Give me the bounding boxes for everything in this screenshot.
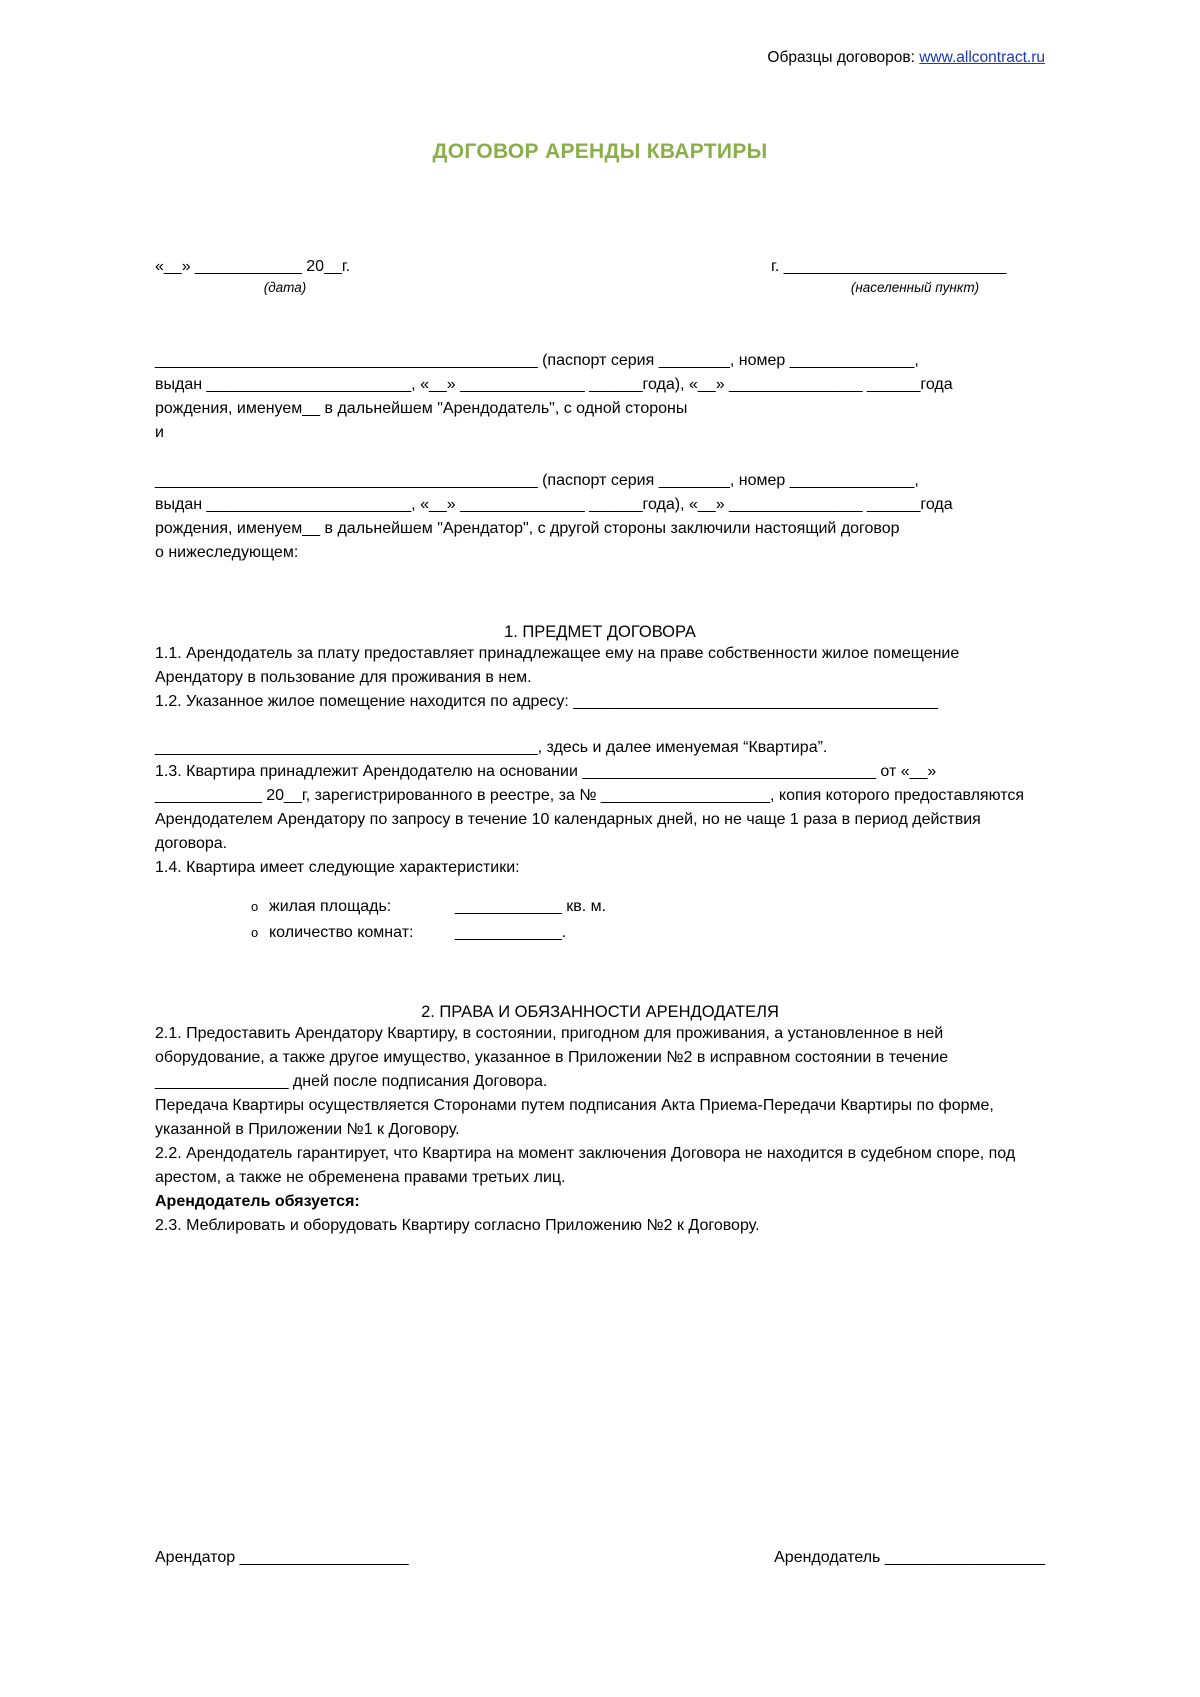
section-2-heading: 2. ПРАВА И ОБЯЗАННОСТИ АРЕНДОДАТЕЛЯ [421,1003,779,1022]
landlord-line-1: ___________________________________________ (паспорт серия ________, номер ______________, [155,351,919,369]
landlord-party-block [155,349,1045,421]
site-header [155,48,1045,68]
clause-1-4: 1.4. Квартира имеет следующие характеристики: [155,858,520,876]
tenant-line-2: выдан _______________________, «__» ______________ ______года), «__» _______________ ______года [155,495,953,513]
date-field: «__» ____________ 20__г. [155,258,351,276]
place-caption: (населенный пункт) [850,279,980,295]
characteristic-value: ____________ кв. м. [455,897,607,915]
signature-footer [155,1549,1045,1567]
clause-2-1: 2.1. Предоставить Арендатору Квартиру, в состоянии, пригодном для проживания, а установленное в ней оборудование, а также другое имущество, указанное в Приложении №2 в исправном состоянии в течение _______________ дней после подписания Договора. [155,1025,949,1091]
place-field: г. _________________________ [771,258,1007,276]
circle-bullet-icon: o [251,898,259,914]
clause-1-3: 1.3. Квартира принадлежит Арендодателю на основании _________________________________ от «__» ____________ 20__г, зарегистрированного в реестре, за № ___________________, копия которого предоставляются Арендодателем Арендатору по запросу в течение 10 календарных дней, но не чаще 1 раза в период действия договора. [155,762,1025,852]
clause-1-1: 1.1. Арендодатель за плату предоставляет принадлежащее ему на праве собственности жилое помещение Арендатору в пользование для проживания в нем. [155,644,960,686]
section-1-heading: 1. ПРЕДМЕТ ДОГОВОРА [504,622,696,641]
landlord-obligations-heading: Арендодатель обязуется: [155,1193,360,1211]
characteristic-value: ____________. [455,923,567,941]
tenant-line-4: о нижеследующем: [155,543,299,561]
header-prefix: Образцы договоров: [767,49,920,66]
characteristic-label: жилая площадь: [269,897,392,915]
landlord-line-3: рождения, именуем__ в дальнейшем "Арендодатель", с одной стороны [155,399,688,417]
tenant-line-1: ___________________________________________ (паспорт серия ________, номер ______________, [155,471,919,489]
place-block [771,256,1045,297]
characteristic-label: количество комнат: [269,923,414,941]
site-link[interactable]: www.allcontract.ru [919,49,1045,66]
clause-1-2-cont: ___________________________________________, здесь и далее именуемая “Квартира”. [155,738,828,756]
page-title: ДОГОВОР АРЕНДЫ КВАРТИРЫ [432,140,768,164]
tenant-line-3: рождения, именуем__ в дальнейшем "Арендатор", с другой стороны заключили настоящий договор [155,519,900,537]
date-caption: (дата) [263,279,307,295]
list-item [251,894,1045,920]
clause-2-1-cont: Передача Квартиры осуществляется Сторонами путем подписания Акта Приема-Передачи Квартиры по форме, указанной в Приложении №1 к Договору. [155,1097,994,1139]
apartment-characteristics-list [155,894,1045,945]
footer-landlord-signature: Арендодатель __________________ [774,1549,1045,1566]
circle-bullet-icon: o [251,924,259,940]
clause-2-3: 2.3. Меблировать и оборудовать Квартиру согласно Приложению №2 к Договору. [155,1217,760,1235]
landlord-line-2: выдан _______________________, «__» ______________ ______года), «__» _______________ ______года [155,375,953,393]
clause-2-2: 2.2. Арендодатель гарантирует, что Квартира на момент заключения Договора не находится в судебном споре, под арестом, а также не обременена правами третьих лиц. [155,1145,1016,1187]
date-place-row [155,256,1045,297]
footer-tenant-signature: Арендатор ___________________ [155,1549,409,1566]
conjunction-and: и [155,423,164,441]
clause-1-2: 1.2. Указанное жилое помещение находится по адресу: _________________________________________ [155,692,939,710]
list-item [251,920,1045,946]
date-block [155,256,375,297]
tenant-party-block [155,469,1045,565]
